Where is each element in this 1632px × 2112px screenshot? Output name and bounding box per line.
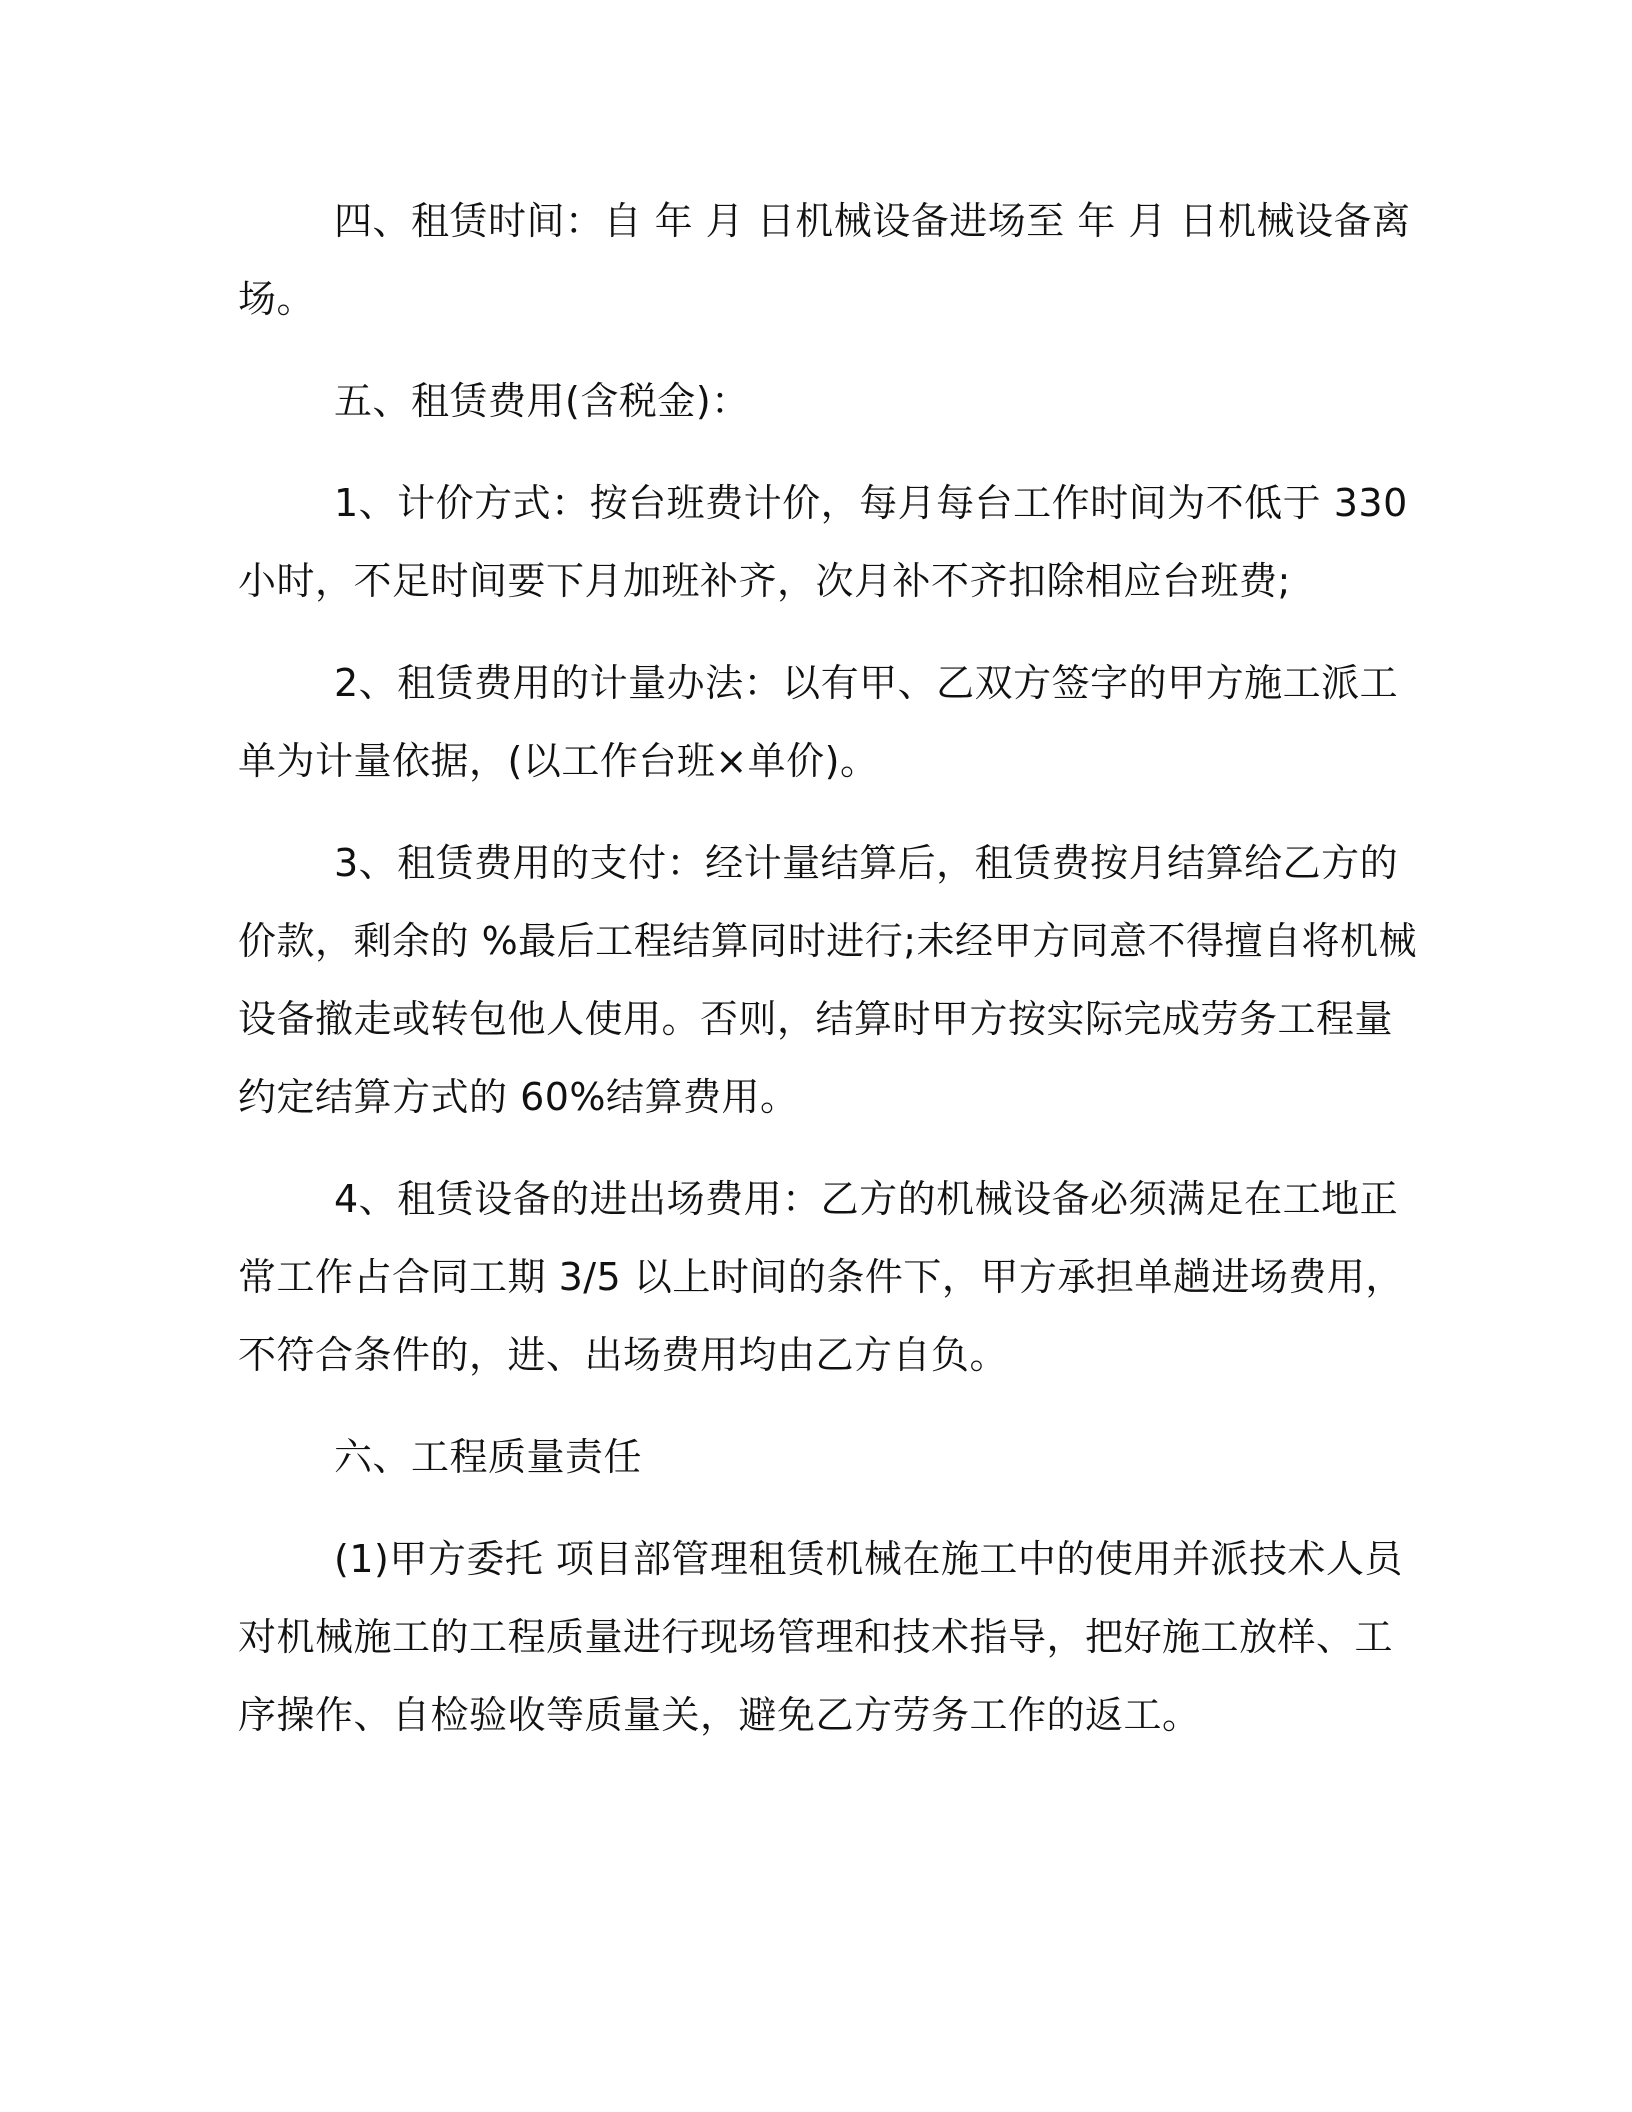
paragraph-line: 场。: [238, 277, 316, 321]
paragraph-item-4: [238, 1160, 1404, 1394]
paragraph-line: 1、计价方式：按台班费计价，每月每台工作时间为不低于 330: [334, 481, 1408, 525]
paragraph-item-3: [238, 824, 1417, 1136]
paragraph-section-6: [238, 1418, 1384, 1496]
paragraph-line: 3、租赁费用的支付：经计量结算后，租赁费按月结算给乙方的: [334, 841, 1399, 885]
paragraph-line: 设备撤走或转包他人使用。否则，结算时甲方按实际完成劳务工程量: [238, 997, 1394, 1041]
section-heading: 五、租赁费用(含税金)：: [334, 379, 750, 423]
paragraph-item-2: [238, 644, 1399, 800]
paragraph-line: 不符合条件的，进、出场费用均由乙方自负。: [238, 1333, 1009, 1377]
paragraph-line: 约定结算方式的 60%结算费用。: [238, 1075, 799, 1119]
paragraph-line: 对机械施工的工程质量进行现场管理和技术指导，把好施工放样、工: [238, 1615, 1394, 1659]
paragraph-line: 4、租赁设备的进出场费用：乙方的机械设备必须满足在工地正: [334, 1177, 1399, 1221]
paragraph-line: 价款，剩余的 %最后工程结算同时进行;未经甲方同意不得擅自将机械: [238, 919, 1417, 963]
paragraph-item-6-1: [238, 1520, 1403, 1754]
paragraph-line: 小时，不足时间要下月加班补齐，次月补不齐扣除相应台班费;: [238, 559, 1291, 603]
paragraph-line: 四、租赁时间：自 年 月 日机械设备进场至 年 月 日机械设备离: [334, 199, 1411, 243]
paragraph-item-1: [238, 464, 1408, 620]
paragraph-line: 常工作占合同工期 3/5 以上时间的条件下，甲方承担单趟进场费用，: [238, 1255, 1404, 1299]
paragraph-line: 2、租赁费用的计量办法：以有甲、乙双方签字的甲方施工派工: [334, 661, 1399, 705]
paragraph-line: (1)甲方委托 项目部管理租赁机械在施工中的使用并派技术人员: [334, 1537, 1403, 1581]
paragraph-line: 单为计量依据，(以工作台班×单价)。: [238, 739, 879, 783]
paragraph-line: 序操作、自检验收等质量关，避免乙方劳务工作的返工。: [238, 1693, 1201, 1737]
document-body: [238, 182, 1417, 1754]
paragraph-section-5: [238, 362, 1384, 440]
section-heading: 六、工程质量责任: [334, 1435, 643, 1479]
paragraph-section-4: [238, 182, 1411, 338]
